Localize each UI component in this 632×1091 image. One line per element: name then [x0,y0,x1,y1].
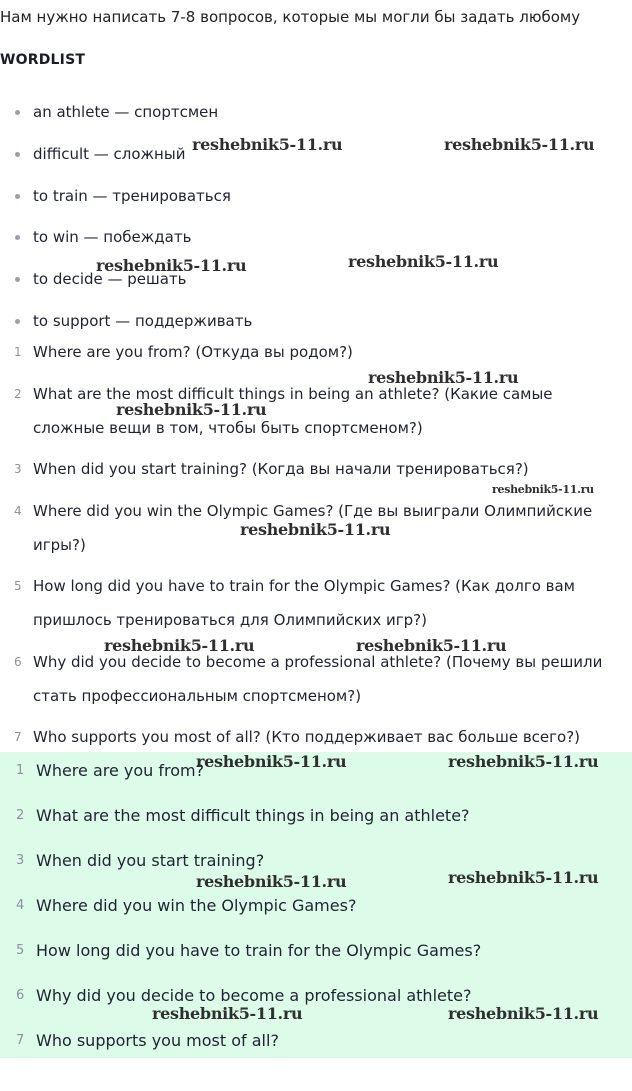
answer-number: 6 [16,988,25,1003]
answer-item [0,936,632,966]
question-number: 2 [14,387,22,401]
watermark: reshebnik5-11.ru [348,252,499,271]
answer-text: What are the most difficult things in being an athlete? [36,806,470,825]
question-text-line2: пришлось тренироваться для Олимпийских игр?) [33,611,427,629]
watermark: reshebnik5-11.ru [116,400,267,419]
bullet-icon [15,277,20,282]
bullet-icon [15,110,20,115]
question-text: Where did you win the Olympic Games? (Где вы выиграли Олимпийские [33,502,593,520]
answer-text: When did you start training? [36,851,265,870]
question-text-line2: сложные вещи в том, чтобы быть спортсменом?) [33,419,423,437]
answer-item [0,1026,632,1056]
answer-number: 1 [16,763,25,778]
question-number: 3 [14,462,22,476]
answer-item [0,801,632,831]
watermark: reshebnik5-11.ru [448,1004,599,1023]
watermark: reshebnik5-11.ru [444,135,595,154]
wordlist-item-text: to decide — решать [33,270,187,288]
list-item [0,184,632,208]
watermark: reshebnik5-11.ru [196,872,347,891]
list-item [0,267,632,291]
answer-text: Why did you decide to become a professional athlete? [36,986,472,1005]
answer-number: 3 [16,853,25,868]
watermark: reshebnik5-11.ru [192,135,343,154]
answer-text: Who supports you most of all? [36,1031,279,1050]
bullet-icon [15,194,20,199]
wordlist-title: WORDLIST [0,52,86,68]
question-text-line2: стать профессиональным спортсменом?) [33,687,362,705]
question-number: 4 [14,504,22,518]
bullet-icon [15,152,20,157]
question-text: When did you start training? (Когда вы начали тренироваться?) [33,460,529,478]
answer-item [0,891,632,921]
question-text: Who supports you most of all? (Кто поддерживает вас больше всего?) [33,728,581,746]
watermark: reshebnik5-11.ru [448,868,599,887]
list-item [0,100,632,124]
bullet-icon [15,319,20,324]
question-number: 6 [14,655,22,669]
answer-text: Where are you from? [36,761,205,780]
answer-number: 7 [16,1033,25,1048]
intro-text: Нам нужно написать 7-8 вопросов, которые мы могли бы задать любому [0,8,581,26]
bullet-icon [15,235,20,240]
wordlist-item-text: difficult — сложный [33,145,186,163]
watermark: reshebnik5-11.ru [240,520,391,539]
answer-number: 5 [16,943,25,958]
wordlist-item-text: an athlete — спортсмен [33,103,219,121]
question-number: 5 [14,579,22,593]
wordlist-item-text: to win — побеждать [33,228,192,246]
watermark: reshebnik5-11.ru [152,1004,303,1023]
watermark: reshebnik5-11.ru [492,483,594,496]
watermark: reshebnik5-11.ru [368,368,519,387]
question-number: 1 [14,345,22,359]
watermark: reshebnik5-11.ru [196,752,347,771]
answer-text: Where did you win the Olympic Games? [36,896,357,915]
watermark: reshebnik5-11.ru [356,636,507,655]
question-text-line2: игры?) [33,536,86,554]
question-text: Why did you decide to become a professional athlete? (Почему вы решили [33,653,603,671]
watermark: reshebnik5-11.ru [104,636,255,655]
wordlist-item-text: to train — тренироваться [33,187,231,205]
question-text: How long did you have to train for the Olympic Games? (Как долго вам [33,577,575,595]
question-text: Where are you from? (Откуда вы родом?) [33,343,353,361]
watermark: reshebnik5-11.ru [448,752,599,771]
wordlist-item-text: to support — поддерживать [33,312,253,330]
list-item [0,225,632,249]
answer-text: How long did you have to train for the Olympic Games? [36,941,482,960]
watermark: reshebnik5-11.ru [96,256,247,275]
answer-number: 2 [16,808,25,823]
answer-number: 4 [16,898,25,913]
list-item [0,309,632,333]
question-text: What are the most difficult things in being an athlete? (Какие самые [33,385,553,403]
question-number: 7 [14,730,22,744]
